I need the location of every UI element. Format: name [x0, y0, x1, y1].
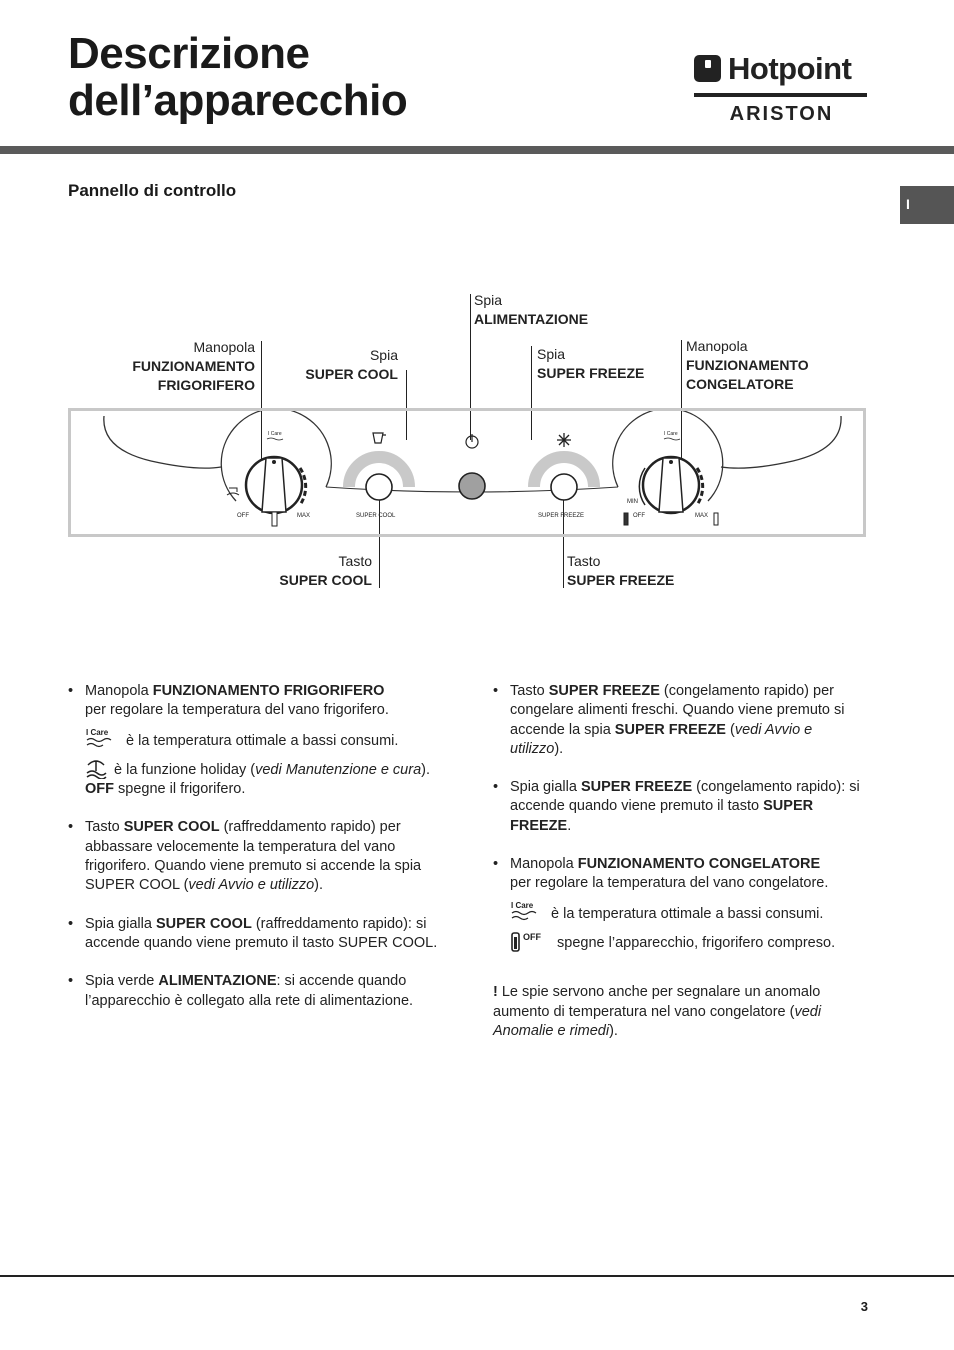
fridge-max-mark: MAX: [297, 513, 311, 519]
item-subline: [510, 930, 865, 953]
label-line-bold: SUPER COOL: [305, 366, 398, 382]
text-run-italic: vedi Avvio e utilizzo: [510, 721, 813, 757]
label-line: Tasto: [567, 553, 601, 569]
item-subline: [85, 780, 448, 799]
text-run: ).: [609, 1022, 618, 1039]
power-light: [459, 473, 485, 499]
label-spia-super-cool: [280, 346, 398, 384]
text-run: Spia gialla: [510, 779, 581, 796]
label-line-bold: SUPER COOL: [279, 572, 372, 588]
bullet: •: [68, 683, 74, 699]
logo-brand: Hotpoint: [728, 51, 852, 86]
item-text: [85, 818, 448, 895]
label-line-bold: SUPER FREEZE: [567, 572, 675, 588]
item-text: [510, 778, 865, 836]
freezer-knob-grip: [659, 458, 683, 512]
warning-note: [493, 983, 865, 1041]
super-freeze-button[interactable]: [551, 474, 577, 500]
label-manopola-congelatore: [686, 337, 809, 394]
label-line: Manopola: [193, 339, 255, 355]
right-column: [493, 682, 865, 1041]
freezer-knob-icon: [639, 457, 702, 513]
panel-contour: [104, 416, 221, 468]
list-item: [493, 682, 865, 759]
text-run-italic: vedi Manutenzione e cura: [255, 761, 422, 778]
label-line: Spia: [537, 346, 566, 362]
freezer-icare-mark: I Care: [664, 431, 678, 437]
text-run: (: [725, 721, 735, 738]
freezer-icare-wave-icon: [664, 438, 680, 440]
text-run-bold: SUPER COOL: [123, 819, 220, 836]
text-run: ).: [314, 877, 323, 894]
fridge-knob-icon: [246, 457, 306, 513]
text-run: Spia gialla: [85, 915, 156, 932]
icare-icon-wave: [512, 911, 536, 919]
fridge-thermometer-icon: [272, 512, 277, 526]
text-run: è la temperatura ottimale a bassi consumi.: [547, 905, 824, 922]
bullet: •: [68, 915, 74, 932]
label-line: Spia: [474, 292, 503, 308]
item-subline: [85, 727, 448, 751]
label-manopola-frigorifero: [100, 338, 255, 395]
item-text: [510, 682, 865, 759]
page-number: 3: [860, 1299, 868, 1314]
label-line-bold: ALIMENTAZIONE: [474, 311, 589, 327]
freezer-knob-marker: [669, 460, 673, 464]
freezer-off-mark: OFF: [633, 513, 645, 519]
warning-mark: !: [493, 984, 498, 1001]
icare-icon: [85, 727, 119, 749]
holiday-icon: [85, 757, 107, 779]
icare-icon-text: I Care: [86, 727, 109, 737]
bullet: •: [493, 683, 499, 699]
fridge-knob-marker: [272, 460, 276, 464]
freezer-max-mark: MAX: [695, 513, 709, 519]
label-tasto-super-freeze: [567, 552, 674, 590]
text-run: è la funzione holiday (: [110, 761, 256, 778]
text-run: (congelamento rapido) per congelare alimenti freschi. Quando viene premuto si accende la spia: [510, 683, 845, 738]
text-run: Spia verde: [85, 973, 159, 990]
logo-sub: ARISTON: [729, 103, 834, 125]
text-run: Manopola: [85, 683, 153, 699]
label-line-bold: SUPER FREEZE: [537, 365, 645, 381]
footer-divider: [0, 1275, 954, 1277]
text-run: (raffreddamento rapido): si accende quando viene premuto il tasto SUPER COOL.: [85, 915, 438, 951]
text-run: : si accende quando l’apparecchio è collegato alla rete di alimentazione.: [85, 973, 414, 1009]
text-run: ).: [554, 740, 564, 757]
bullet: •: [493, 779, 499, 796]
text-run: spegne il frigorifero.: [114, 781, 246, 798]
text-run: Le spie servono anche per segnalare un anomalo aumento di temperatura nel vano congelatore (: [493, 984, 821, 1020]
item-text: [85, 682, 448, 721]
text-run: Tasto: [85, 819, 124, 836]
fridge-icare-wave-icon: [267, 438, 283, 440]
label-line-bold: FRIGORIFERO: [157, 377, 255, 393]
icare-icon-wave: [87, 738, 111, 746]
text-run: (raffreddamento rapido) per abbassare velocemente la temperatura del vano frigorifero. Quando viene premuto si accende la spia SUPER COOL (: [85, 819, 422, 894]
item-text: [85, 915, 448, 954]
text-run-bold: ALIMENTAZIONE: [158, 973, 277, 990]
text-run-bold: FUNZIONAMENTO CONGELATORE: [577, 856, 821, 873]
snowflake-icon: [557, 433, 571, 447]
language-tab-label: I: [906, 196, 910, 212]
brand-logo: [694, 52, 869, 127]
left-column: [68, 682, 448, 1030]
text-run: per regolare la temperatura del vano congelatore.: [510, 875, 829, 892]
text-run-bold: SUPER COOL: [155, 915, 252, 932]
text-run: Manopola: [510, 856, 578, 873]
title-line-2: dell’apparecchio: [68, 76, 408, 125]
off-icon-text: OFF: [523, 931, 541, 942]
fridge-icare-mark: I Care: [268, 431, 282, 437]
text-run: Tasto: [510, 683, 549, 699]
list-item: [68, 682, 448, 799]
label-line-bold: FUNZIONAMENTO: [132, 358, 255, 374]
fridge-off-mark: OFF: [237, 513, 249, 519]
text-run: spegne l’apparecchio, frigorifero compreso.: [553, 934, 836, 951]
bullet: •: [68, 819, 74, 836]
list-item: [68, 915, 448, 954]
page-title: [68, 30, 407, 124]
text-run-bold: SUPER FREEZE: [614, 721, 726, 738]
super-cool-icon: [373, 433, 386, 443]
label-spia-super-freeze: [537, 345, 644, 383]
plug-logo-icon: [694, 55, 721, 82]
text-run: è la temperatura ottimale a bassi consumi.: [122, 732, 399, 749]
logo-rule: [694, 93, 867, 97]
item-text: [85, 972, 448, 1011]
label-line: Spia: [369, 347, 398, 363]
list-item: [68, 818, 448, 895]
bullet: •: [68, 973, 74, 990]
title-line-1: Descrizione: [68, 29, 310, 78]
item-text: [510, 855, 865, 894]
holiday-icon-path: [87, 761, 106, 779]
super-cool-mark: SUPER COOL: [356, 513, 396, 519]
text-run-italic: vedi Anomalie e rimedi: [493, 1003, 822, 1039]
label-line-bold: CONGELATORE: [686, 376, 794, 392]
text-run-bold: FUNZIONAMENTO FRIGORIFERO: [152, 683, 385, 699]
super-freeze-mark: SUPER FREEZE: [538, 513, 585, 519]
off-thermometer-fill: [514, 937, 517, 949]
text-run: .: [567, 817, 572, 834]
list-item: [493, 778, 865, 836]
label-line-bold: FUNZIONAMENTO: [686, 357, 809, 373]
control-panel-drawing: [71, 411, 863, 534]
text-run: per regolare la temperatura del vano frigorifero.: [85, 702, 389, 719]
panel-contour: [721, 416, 841, 468]
freezer-max-thermometer-icon: [714, 513, 718, 525]
label-spia-alimentazione: [474, 291, 588, 329]
text-run-bold: SUPER FREEZE: [580, 779, 693, 796]
text-run: ).: [421, 761, 431, 778]
fridge-knob-grip: [262, 458, 286, 512]
language-tab: [900, 186, 954, 224]
control-panel: [68, 408, 866, 537]
label-tasto-super-cool: [252, 552, 372, 590]
text-run-italic: vedi Avvio e utilizzo: [188, 877, 315, 894]
off-thermometer-icon: [510, 930, 550, 952]
text-run-bold: SUPER FREEZE: [510, 798, 814, 834]
item-subline: [510, 900, 865, 924]
freezer-min-mark: MIN: [627, 499, 638, 505]
freezer-off-thermometer-icon: [624, 513, 628, 525]
header-divider: [0, 146, 954, 154]
section-title: Pannello di controllo: [68, 181, 237, 200]
label-line: Tasto: [338, 553, 372, 569]
text-run-bold: SUPER FREEZE: [548, 683, 660, 699]
super-cool-button[interactable]: [366, 474, 392, 500]
icare-icon: [510, 900, 544, 922]
item-subline: [85, 757, 448, 780]
bullet: •: [493, 856, 499, 873]
list-item: [68, 972, 448, 1011]
icare-icon-text: I Care: [511, 900, 534, 910]
label-line: Manopola: [686, 338, 748, 354]
text-run-bold: OFF: [85, 781, 114, 798]
text-run: (congelamento rapido): si accende quando viene premuto il tasto: [510, 779, 860, 815]
list-item: [493, 855, 865, 953]
